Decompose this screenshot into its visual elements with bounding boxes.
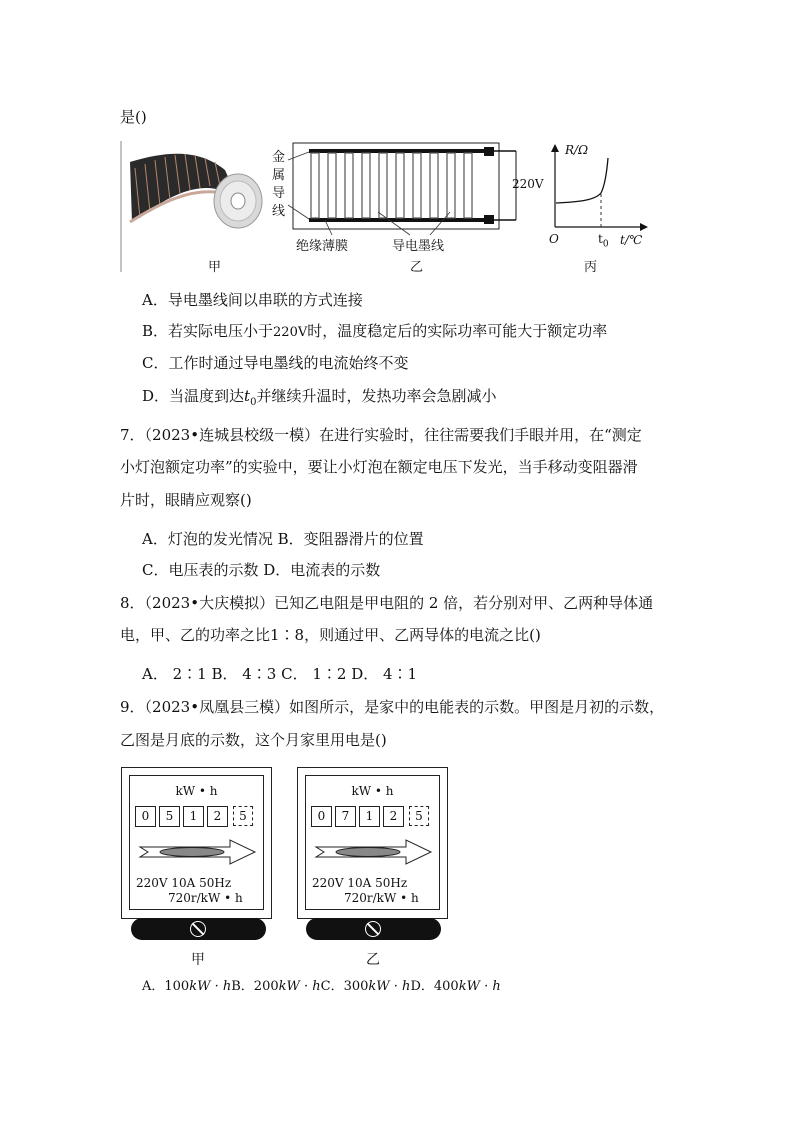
q7-stem-line1: 7．（2023•连城县校级一模）在进行实验时，往往需要我们手眼并用，在“测定 [120,426,642,444]
q9-stem-line2: 乙图是月底的示数，这个月家里用电是() [120,731,387,749]
q9-option-unit: kW · h [278,979,321,994]
figure-label-yi: 乙 [410,260,424,275]
conductive-ink-label: 导电墨线 [392,239,445,254]
prohibited-icon [190,921,206,937]
meter-digit: 5 [159,806,180,827]
q6-option-a: A．导电墨线间以串联的方式连接 [142,291,363,309]
figure-label-jia: 甲 [208,260,222,275]
q9-option-letter: A． [142,979,165,994]
question-stem-end: 是() [120,108,147,126]
q9-option-value: 200 [253,979,279,994]
meter-digit: 2 [383,806,404,827]
q7-stem-line3: 片时，眼睛应观察() [120,491,252,509]
q6-option-b-voltage: 220V [273,325,308,340]
resistance-temperature-graph [551,144,648,231]
q6-option-d-text-end: 并继续升温时，发热功率会急剧减小 [256,387,497,405]
q9-option-value: 100 [164,979,190,994]
meter-base-yi [306,918,441,940]
meter-digit: 0 [135,806,156,827]
q6-option-b-text: B．若实际电压小于 [142,322,274,340]
q9-option-letter: D． [410,979,434,994]
t0-subscript: 0 [602,239,609,250]
graph-t0-label [598,232,609,249]
meter-arrow-disc [306,838,439,868]
q6-option-c: C．工作时通过导电墨线的电流始终不变 [142,354,409,372]
meter-face [305,775,440,910]
q7-options-ab: A．灯泡的发光情况 B．变阻器滑片的位置 [142,530,424,548]
meter-decimal-digit: 5 [409,806,429,826]
meter-digits [311,806,429,827]
meter-unit: kW • h [175,784,218,798]
q9-option-unit: kW · h [368,979,411,994]
t0-symbol: t [598,232,603,246]
q9-option-value: 300 [343,979,369,994]
graph-y-axis-label: R/Ω [565,143,589,157]
metal-wire-char: 属 [272,168,286,183]
q9-option-letter: C． [320,979,344,994]
meter-arrow-disc [130,838,263,868]
meter-digits [135,806,253,827]
q6-option-d [142,386,496,413]
meter-spec-constant: 720r/kW • h [168,891,243,905]
figure-label-bing: 丙 [584,260,598,275]
meter-spec-constant: 720r/kW • h [344,891,419,905]
voltage-label: 220V [512,177,544,191]
meter-label-jia: 甲 [191,952,205,968]
q9-stem-line1: 9．（2023•凤凰县三模）如图所示，是家中的电能表的示数。甲图是月初的示数， [120,698,665,716]
metal-wire-char: 导 [272,186,286,201]
q9-option-value: 400 [433,979,459,994]
q7-options-cd: C．电压表的示数 D．电流表的示数 [142,561,381,579]
metal-wire-label [272,149,285,221]
meter-digit: 2 [207,806,228,827]
q8-stem-line1: 8．（2023•大庆模拟）已知乙电阻是甲电阻的 2 倍，若分别对甲、乙两种导体通 [120,594,654,612]
meter-base-jia [131,918,266,940]
meter-spec-rating: 220V 10A 50Hz [136,876,232,890]
meter-digit: 7 [335,806,356,827]
q8-options: A． 2∶1 B． 4∶3 C． 1∶2 D． 4∶1 [142,665,418,683]
graph-x-axis-label: t/℃ [620,233,643,247]
meter-digit: 1 [359,806,380,827]
film-schematic [288,143,516,235]
meter-face [129,775,264,910]
q6-option-d-var: t [244,387,251,405]
q9-option-unit: kW · h [189,979,232,994]
meter-digit: 1 [183,806,204,827]
prohibited-icon [365,921,381,937]
q6-option-b-text-end: 时，温度稳定后的实际功率可能大于额定功率 [307,322,608,340]
q9-option-unit: kW · h [458,979,501,994]
q8-stem-line2: 电，甲、乙的功率之比1∶8，则通过甲、乙两导体的电流之比() [120,626,541,644]
insulation-film-label: 绝缘薄膜 [296,239,349,254]
q6-option-d-sub: 0 [250,397,257,408]
figure-heating-film [0,138,794,298]
meter-decimal-digit: 5 [233,806,253,826]
film-roll-photo [130,154,262,228]
meter-unit: kW • h [351,784,394,798]
q6-option-b [142,321,607,343]
meter-digit: 0 [311,806,332,827]
q9-options [142,977,501,997]
meter-label-yi: 乙 [366,952,380,968]
meter-spec-rating: 220V 10A 50Hz [312,876,408,890]
graph-origin-label: O [549,232,559,246]
metal-wire-char: 金 [272,150,286,165]
metal-wire-char: 线 [272,204,286,219]
energy-meter-jia [121,767,272,919]
q6-option-d-text: D．当温度到达 [142,387,245,405]
energy-meter-yi [297,767,448,919]
q7-stem-line2: 小灯泡额定功率”的实验中，要让小灯泡在额定电压下发光，当手移动变阻器滑 [120,458,638,476]
q9-option-letter: B． [231,979,254,994]
